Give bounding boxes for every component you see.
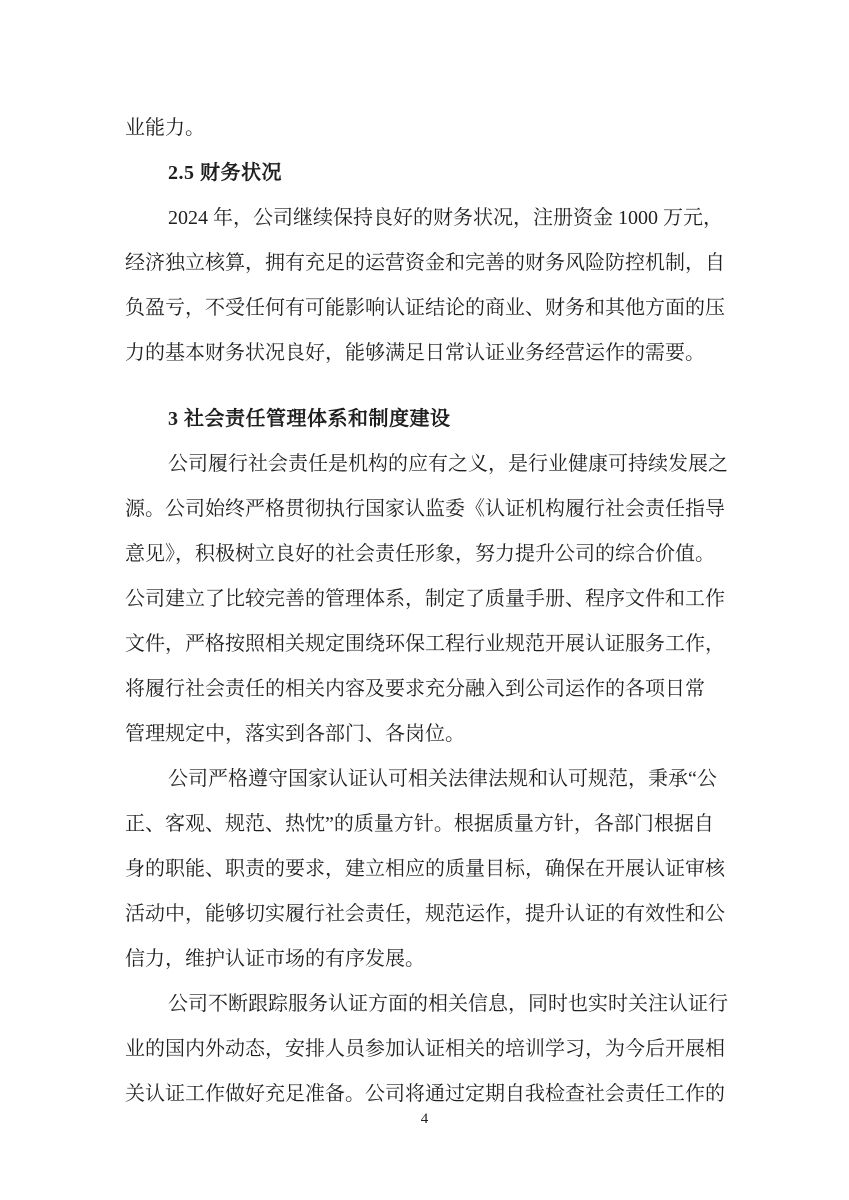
- text-line: 公司不断跟踪服务认证方面的相关信息，同时也实时关注认证行: [168, 993, 728, 1015]
- text-line: 将履行社会责任的相关内容及要求充分融入到公司运作的各项日常: [125, 678, 705, 700]
- text-line: 负盈亏，不受任何有可能影响认证结论的商业、财务和其他方面的压: [125, 297, 725, 319]
- text-line: 意见》，积极树立良好的社会责任形象，努力提升公司的综合价值。: [125, 543, 715, 565]
- continuation-text-line: 业能力。: [125, 117, 205, 139]
- document-body: [125, 106, 728, 1117]
- section-heading-csr-system: 3 社会责任管理体系和制度建设: [168, 408, 451, 430]
- text-line: 文件，严格按照相关规定围绕环保工程行业规范开展认证服务工作，: [125, 633, 725, 655]
- text-line: 管理规定中，落实到各部门、各岗位。: [125, 723, 465, 745]
- text-line: 公司履行社会责任是机构的应有之义，是行业健康可持续发展之: [168, 453, 728, 475]
- page-number: 4: [420, 1111, 429, 1127]
- text-line: 经济独立核算，拥有充足的运营资金和完善的财务风险防控机制，自: [125, 252, 725, 274]
- text-line: 身的职能、职责的要求，建立相应的质量目标，确保在开展认证审核: [125, 858, 725, 880]
- text-line: 业的国内外动态，安排人员参加认证相关的培训学习，为今后开展相: [125, 1038, 725, 1060]
- section-gap: [125, 376, 725, 397]
- text-line: 力的基本财务状况良好，能够满足日常认证业务经营运作的需要。: [125, 342, 705, 364]
- text-line: 关认证工作做好充足准备。公司将通过定期自我检查社会责任工作的: [125, 1083, 725, 1105]
- text-line: 信力，维护认证市场的有序发展。: [125, 948, 425, 970]
- section-heading-financial-status: 2.5 财务状况: [168, 162, 282, 184]
- text-line: 公司建立了比较完善的管理体系，制定了质量手册、程序文件和工作: [125, 588, 725, 610]
- text-line: 公司严格遵守国家认证认可相关法律法规和认可规范，秉承“公: [168, 768, 717, 790]
- text-line: 2024 年，公司继续保持良好的财务状况，注册资金 1000 万元，: [168, 207, 723, 229]
- text-line: 活动中，能够切实履行社会责任，规范运作，提升认证的有效性和公: [125, 903, 725, 925]
- text-line: 正、客观、规范、热忱”的质量方针。根据质量方针，各部门根据自: [125, 813, 714, 835]
- text-line: 源。公司始终严格贯彻执行国家认监委《认证机构履行社会责任指导: [125, 498, 725, 520]
